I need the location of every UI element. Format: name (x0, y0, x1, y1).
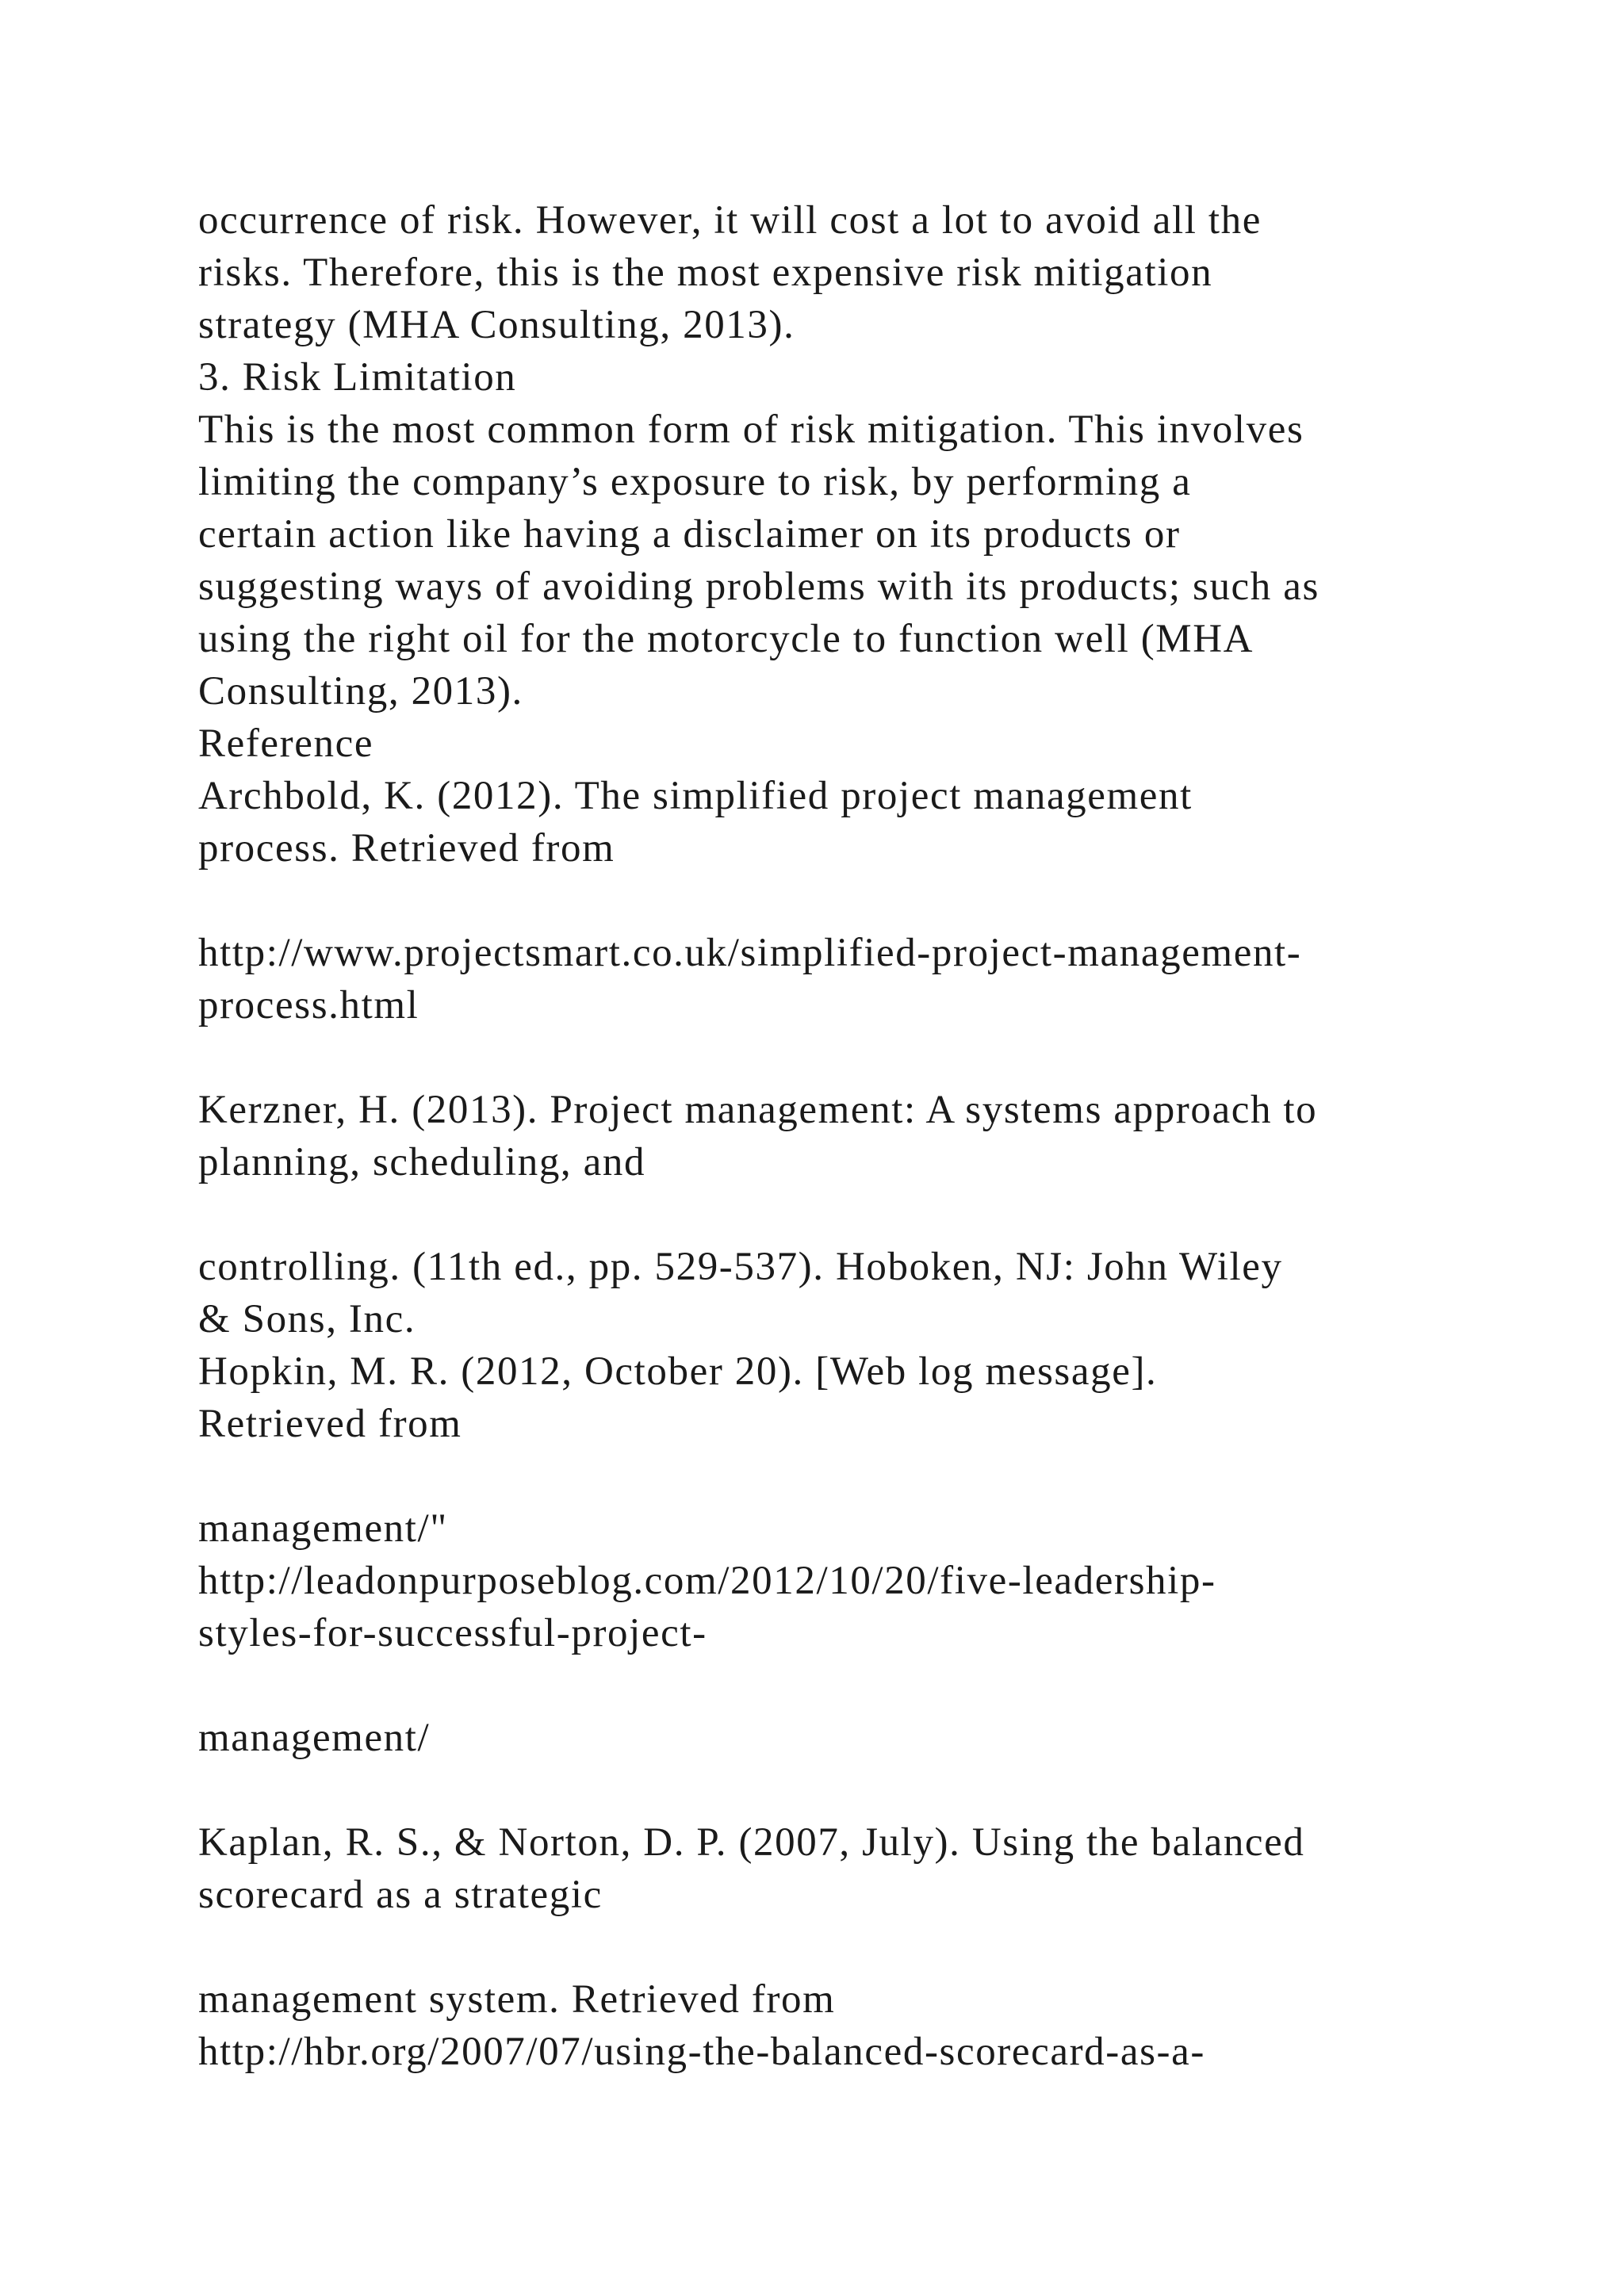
reference-line: Retrieved from (198, 1402, 462, 1446)
paragraph-line: suggesting ways of avoiding problems with its products; such as (198, 564, 1320, 609)
blank-line (198, 874, 1515, 927)
blank-line (198, 1188, 1515, 1241)
reference-line: Archbold, K. (2012). The simplified project management (198, 774, 1193, 818)
reference-url-line: process.html (198, 983, 419, 1027)
section-heading: 3. Risk Limitation (198, 355, 517, 400)
paragraph-line: limiting the company’s exposure to risk, by performing a (198, 460, 1192, 504)
reference-url-line: http://www.projectsmart.co.uk/simplified-project-management- (198, 931, 1302, 975)
reference-url-line: http://leadonpurposeblog.com/2012/10/20/five-leadership- (198, 1559, 1216, 1603)
paragraph-line: This is the most common form of risk mitigation. This involves (198, 408, 1304, 452)
reference-url-line: management/" (198, 1506, 448, 1551)
reference-line: controlling. (11th ed., pp. 529-537). Hoboken, NJ: John Wiley (198, 1245, 1283, 1289)
blank-line (198, 1921, 1515, 1973)
reference-line: planning, scheduling, and (198, 1140, 646, 1184)
document-body (198, 194, 1515, 2078)
reference-line: Kaplan, R. S., & Norton, D. P. (2007, July). Using the balanced (198, 1820, 1305, 1865)
reference-line: Kerzner, H. (2013). Project management: A systems approach to (198, 1088, 1318, 1132)
reference-url-line: management/ (198, 1716, 431, 1760)
reference-line: & Sons, Inc. (198, 1297, 416, 1341)
blank-line (198, 1659, 1515, 1712)
blank-line (198, 1450, 1515, 1502)
paragraph-line: strategy (MHA Consulting, 2013). (198, 303, 795, 347)
blank-line (198, 1031, 1515, 1084)
paragraph-line: occurrence of risk. However, it will cost a lot to avoid all the (198, 198, 1262, 243)
paragraph-line: Consulting, 2013). (198, 669, 523, 714)
paragraph-line: certain action like having a disclaimer on its products or (198, 512, 1181, 557)
reference-line: Hopkin, M. R. (2012, October 20). [Web log message]. (198, 1349, 1158, 1394)
reference-line: scorecard as a strategic (198, 1873, 603, 1917)
reference-url-line: http://hbr.org/2007/07/using-the-balanced-scorecard-as-a- (198, 2030, 1205, 2074)
reference-url-line: styles-for-successful-project- (198, 1611, 707, 1655)
paragraph-line: risks. Therefore, this is the most expensive risk mitigation (198, 251, 1213, 295)
reference-heading: Reference (198, 721, 374, 766)
reference-line: process. Retrieved from (198, 826, 615, 871)
reference-line: management system. Retrieved from (198, 1977, 836, 2022)
blank-line (198, 1764, 1515, 1816)
paragraph-line: using the right oil for the motorcycle to function well (MHA (198, 617, 1254, 661)
